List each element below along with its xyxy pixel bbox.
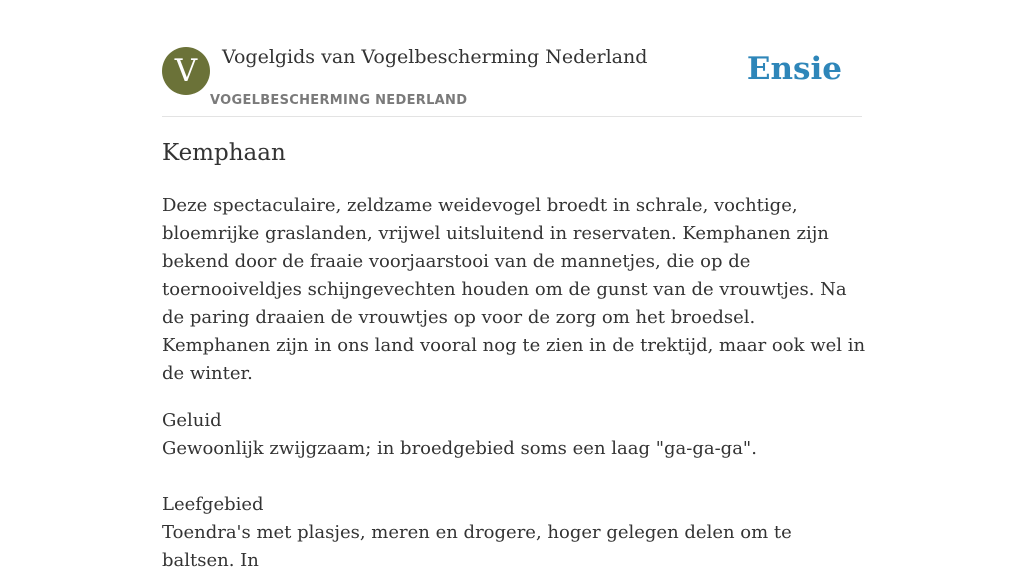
section-heading: Geluid xyxy=(162,410,222,431)
publisher-label[interactable]: VOGELBESCHERMING NEDERLAND xyxy=(210,93,468,108)
source-title-link[interactable]: Vogelgids van Vogelbescherming Nederland xyxy=(222,46,648,68)
entry-body xyxy=(162,192,866,575)
ensie-logo[interactable]: Ensie xyxy=(746,51,842,87)
content-container xyxy=(162,0,866,571)
section-heading: Leefgebied xyxy=(162,494,264,515)
entry-title: Kemphaan xyxy=(162,140,286,166)
header xyxy=(162,0,862,117)
source-avatar[interactable]: V xyxy=(162,47,210,95)
section-leefgebied xyxy=(162,491,866,575)
section-text: Toendra's met plasjes, meren en drogere, hoger gelegen delen om te baltsen. In xyxy=(162,522,792,571)
section-geluid xyxy=(162,407,866,463)
section-text: Gewoonlijk zwijgzaam; in broedgebied soms een laag "ga-ga-ga". xyxy=(162,438,757,459)
entry-description: Deze spectaculaire, zeldzame weidevogel broedt in schrale, vochtige, bloemrijke graslanden, vrijwel uitsluitend in reservaten. Kemphanen zijn bekend door de fraaie voorjaarstooi van de mannetjes, die op de toernooiveldjes schijngevechten houden om de gunst van de vrouwtjes. Na de paring draaien de vrouwtjes op voor de zorg om het broedsel. Kemphanen zijn in ons land vooral nog te zien in de trektijd, maar ook wel in de winter. xyxy=(162,195,866,384)
